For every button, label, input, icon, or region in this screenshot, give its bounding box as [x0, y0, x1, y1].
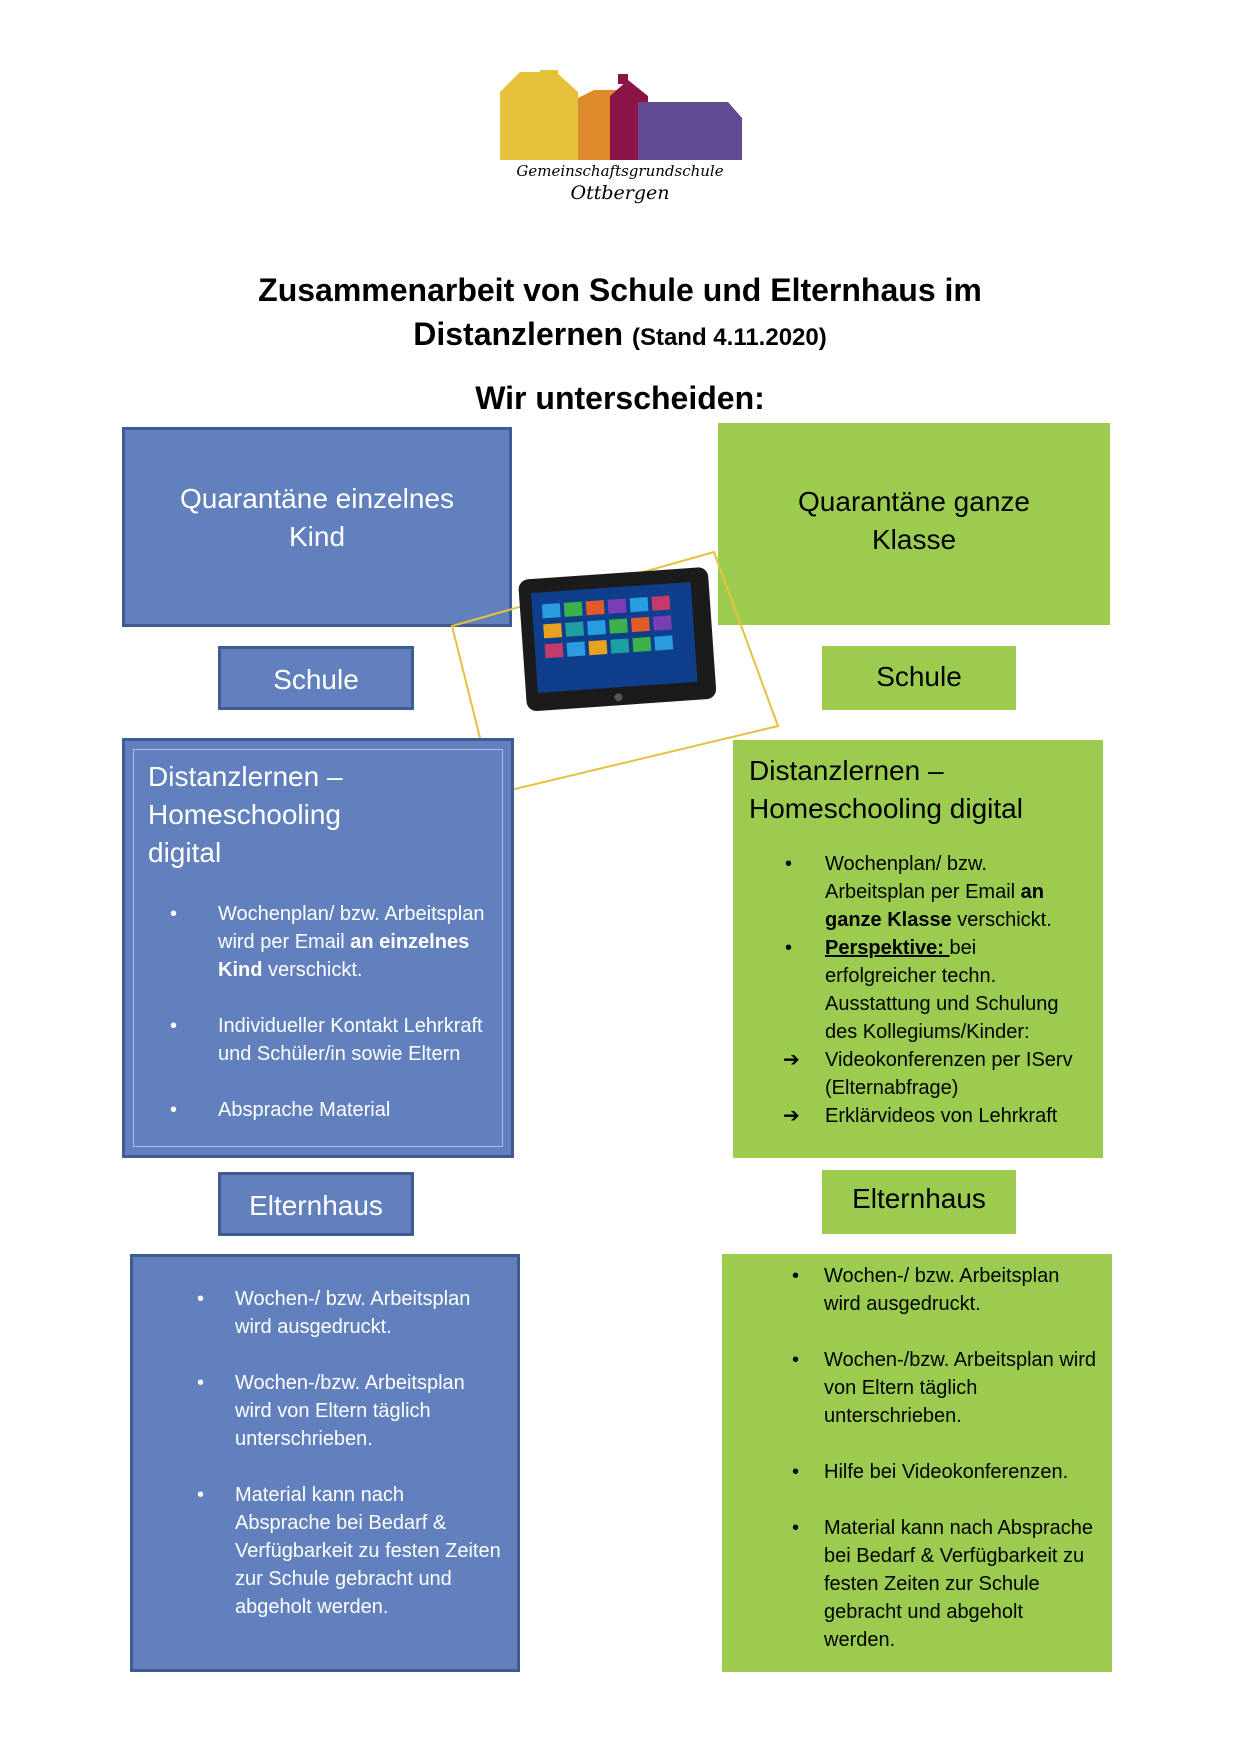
right-schule-label — [822, 646, 1016, 710]
right-distanz-arrow-item-2: ➔ Erklärvideos von Lehrkraft — [749, 1102, 1087, 1130]
right-elternhaus-box — [722, 1254, 1112, 1672]
left-schule-label — [218, 646, 414, 710]
stand-date: (Stand 4.11.2020) — [631, 324, 827, 351]
logo-text-line1: Gemeinschaftsgrundschule — [516, 162, 724, 180]
left-distanz-list — [148, 900, 488, 1124]
left-distanz-title: Distanzlernen – Homeschooling digital — [148, 761, 343, 868]
left-eltern-item-3: • Material kann nach Absprache bei Bedarf & Verfügbarkeit zu festen Zeiten zur Schule gebracht und abgeholt werden. — [197, 1484, 501, 1618]
right-distanz-box — [733, 740, 1103, 1158]
left-distanz-item-1: • Wochenplan/ bzw. Arbeitsplan wird per Email an einzelnes Kind verschickt. — [170, 903, 485, 981]
logo-text-line2: Ottbergen — [570, 182, 670, 204]
left-distanz-box — [122, 738, 514, 1158]
right-eltern-item-3: • Hilfe bei Videokonferenzen. — [792, 1461, 1069, 1483]
left-distanz-item-3: • Absprache Material — [170, 1099, 391, 1121]
left-distanz-item-2: • Individueller Kontakt Lehrkraft und Schüler/in sowie Eltern — [170, 1015, 483, 1065]
right-elternhaus-text: Elternhaus — [852, 1183, 986, 1214]
logo-houses-graphic — [498, 70, 742, 160]
right-distanz-title: Distanzlernen – Homeschooling digital — [749, 755, 1023, 824]
page-title-line1: Zusammenarbeit von Schule und Elternhaus im — [258, 272, 982, 308]
arrow-icon: ➔ — [783, 1105, 800, 1127]
left-elternhaus-box — [130, 1254, 520, 1672]
right-distanz-arrow-item-1: ➔ Videokonferenzen per IServ (Elternabfrage) — [749, 1046, 1087, 1102]
left-elternhaus-text: Elternhaus — [249, 1190, 383, 1221]
page-subtitle: Wir unterscheiden: — [475, 380, 765, 416]
page-title-distanzlernen: Distanzlernen — [413, 316, 624, 352]
left-head-text: Quarantäne einzelnes Kind — [180, 483, 454, 552]
right-elternhaus-label — [822, 1170, 1016, 1234]
left-schule-text: Schule — [273, 664, 359, 695]
arrow-icon: ➔ — [783, 1049, 800, 1071]
page-title-line2 — [0, 316, 1240, 353]
left-elternhaus-label — [218, 1172, 414, 1236]
left-distanz-inner-frame — [133, 749, 503, 1147]
right-elternhaus-list — [738, 1262, 1096, 1654]
right-schule-text: Schule — [876, 661, 962, 692]
right-eltern-item-2: • Wochen-/bzw. Arbeitsplan wird von Eltern täglich unterschrieben. — [792, 1349, 1096, 1427]
right-distanz-item-1: • Wochenplan/ bzw. Arbeitsplan per Email an ganze Klasse verschickt. — [785, 853, 1052, 931]
left-elternhaus-list — [149, 1285, 501, 1621]
perspektive-label: Perspektive: — [825, 937, 950, 959]
right-eltern-item-4: • Material kann nach Absprache bei Bedarf & Verfügbarkeit zu festen Zeiten zur Schule gebracht und abgeholt werden. — [792, 1517, 1094, 1651]
left-eltern-item-1: • Wochen-/ bzw. Arbeitsplan wird ausgedruckt. — [197, 1288, 471, 1338]
left-eltern-item-2: • Wochen-/bzw. Arbeitsplan wird von Eltern täglich unterschrieben. — [197, 1372, 465, 1450]
right-distanz-list — [749, 850, 1087, 1130]
right-distanz-item-2: • Perspektive: bei erfolgreicher techn. Ausstattung und Schulung des Kollegiums/Kinder: — [785, 937, 1059, 1043]
right-head-text: Quarantäne ganze Klasse — [798, 486, 1030, 555]
right-eltern-item-1: • Wochen-/ bzw. Arbeitsplan wird ausgedruckt. — [792, 1265, 1060, 1315]
school-logo — [498, 70, 742, 210]
